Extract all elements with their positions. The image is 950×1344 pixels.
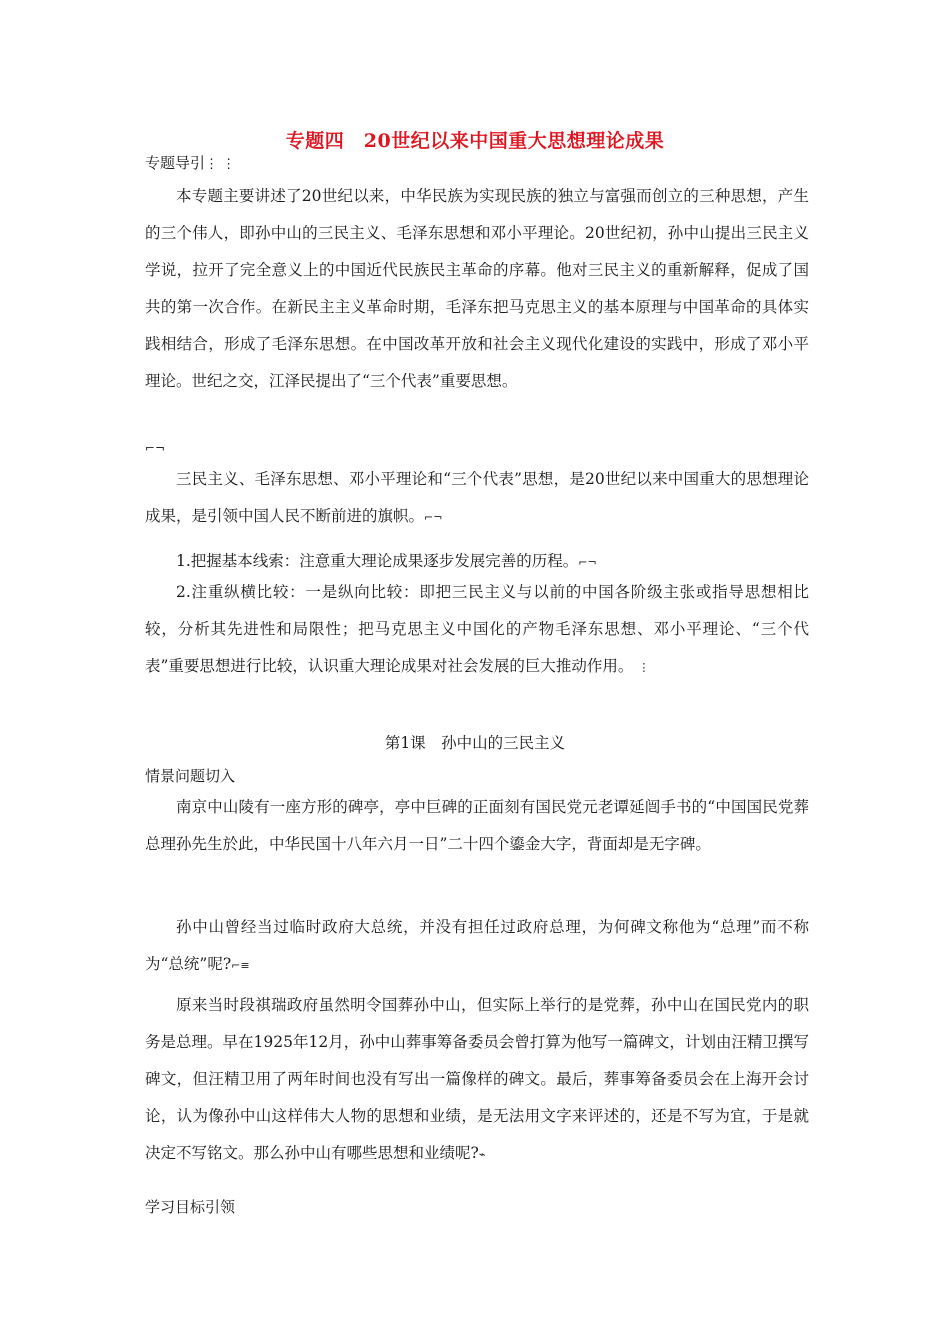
guide-label: 专题导引 xyxy=(145,154,206,172)
intro-paragraph: 本专题主要讲述了20世纪以来，中华民族为实现民族的独立与富强而创立的三种思想，产生的三个伟人，即孙中山的三民主义、毛泽东思想和邓小平理论。20世纪初，孙中山提出三民主义学说，拉开了完全意义上的中国近代民族民主革命的序幕。他对三民主义的重新解释，促成了国共的第一次合作。在新民主主义革命时期，毛泽东把马克思主义的基本原理与中国革命的具体实践相结合，形成了毛泽东思想。在中国改革开放和社会主义现代化建设的实践中，形成了邓小平理论。世纪之交，江泽民提出了“三个代表”重要思想。 xyxy=(145,187,809,390)
point-one-text: 1.把握基本线索：注意重大理论成果逐步发展完善的历程。 xyxy=(176,552,579,570)
glyph-mark-c: ⌐¬ xyxy=(578,556,597,569)
glyph-mark-e: ⌐≡ xyxy=(231,959,250,972)
guide-heading xyxy=(145,152,235,173)
scene-paragraph-1: 南京中山陵有一座方形的碑亭，亭中巨碑的正面刻有国民党元老谭延闿手书的“中国国民党葬总理孙先生於此，中华民国十八年六月一日”二十四个鎏金大字，背面却是无字碑。 xyxy=(145,798,809,853)
scene-paragraph-2 xyxy=(145,909,809,984)
scene-heading: 情景问题切入 xyxy=(145,767,236,785)
topic-title: 专题四 20世纪以来中国重大思想理论成果 xyxy=(285,130,665,152)
glyph-mark-f: ⌁ xyxy=(478,1148,486,1161)
lesson-title: 第1课 孙中山的三民主义 xyxy=(384,734,566,752)
glyph-mark-b: ⌐¬ xyxy=(424,511,443,524)
point-two xyxy=(145,574,809,686)
glyph-mark-a: ⌐¬ xyxy=(145,441,166,455)
scene-paragraph-3 xyxy=(145,987,809,1173)
guide-marks: ⋮ ⋮ xyxy=(205,157,236,172)
point-one xyxy=(145,549,809,571)
summary-paragraph xyxy=(145,461,809,536)
point-two-text: 2.注重纵横比较：一是纵向比较：即把三民主义与以前的中国各阶级主张或指导思想相比较，分析其先进性和局限性；把马克思主义中国化的产物毛泽东思想、邓小平理论、“三个代表”重要思想进行比较，认识重大理论成果对社会发展的巨大推动作用。 xyxy=(145,583,809,675)
goals-heading: 学习目标引领 xyxy=(145,1198,236,1216)
summary-text: 三民主义、毛泽东思想、邓小平理论和“三个代表”思想，是20世纪以来中国重大的思想理论成果，是引领中国人民不断前进的旗帜。 xyxy=(145,470,809,525)
glyph-mark-d: ⋮ xyxy=(638,661,650,674)
scene-paragraph-2-text: 孙中山曾经当过临时政府大总统，并没有担任过政府总理，为何碑文称他为“总理”而不称为“总统”呢? xyxy=(145,918,809,973)
scene-paragraph-3-text: 原来当时段祺瑞政府虽然明令国葬孙中山，但实际上举行的是党葬，孙中山在国民党内的职务是总理。早在1925年12月，孙中山葬事筹备委员会曾打算为他写一篇碑文，计划由汪精卫撰写碑文，但汪精卫用了两年时间也没有写出一篇像样的碑文。最后，葬事筹备委员会在上海开会讨论，认为像孙中山这样伟大人物的思想和业绩，是无法用文字来评述的，还是不写为宜，于是就决定不写铭文。那么孙中山有哪些思想和业绩呢? xyxy=(145,996,809,1162)
